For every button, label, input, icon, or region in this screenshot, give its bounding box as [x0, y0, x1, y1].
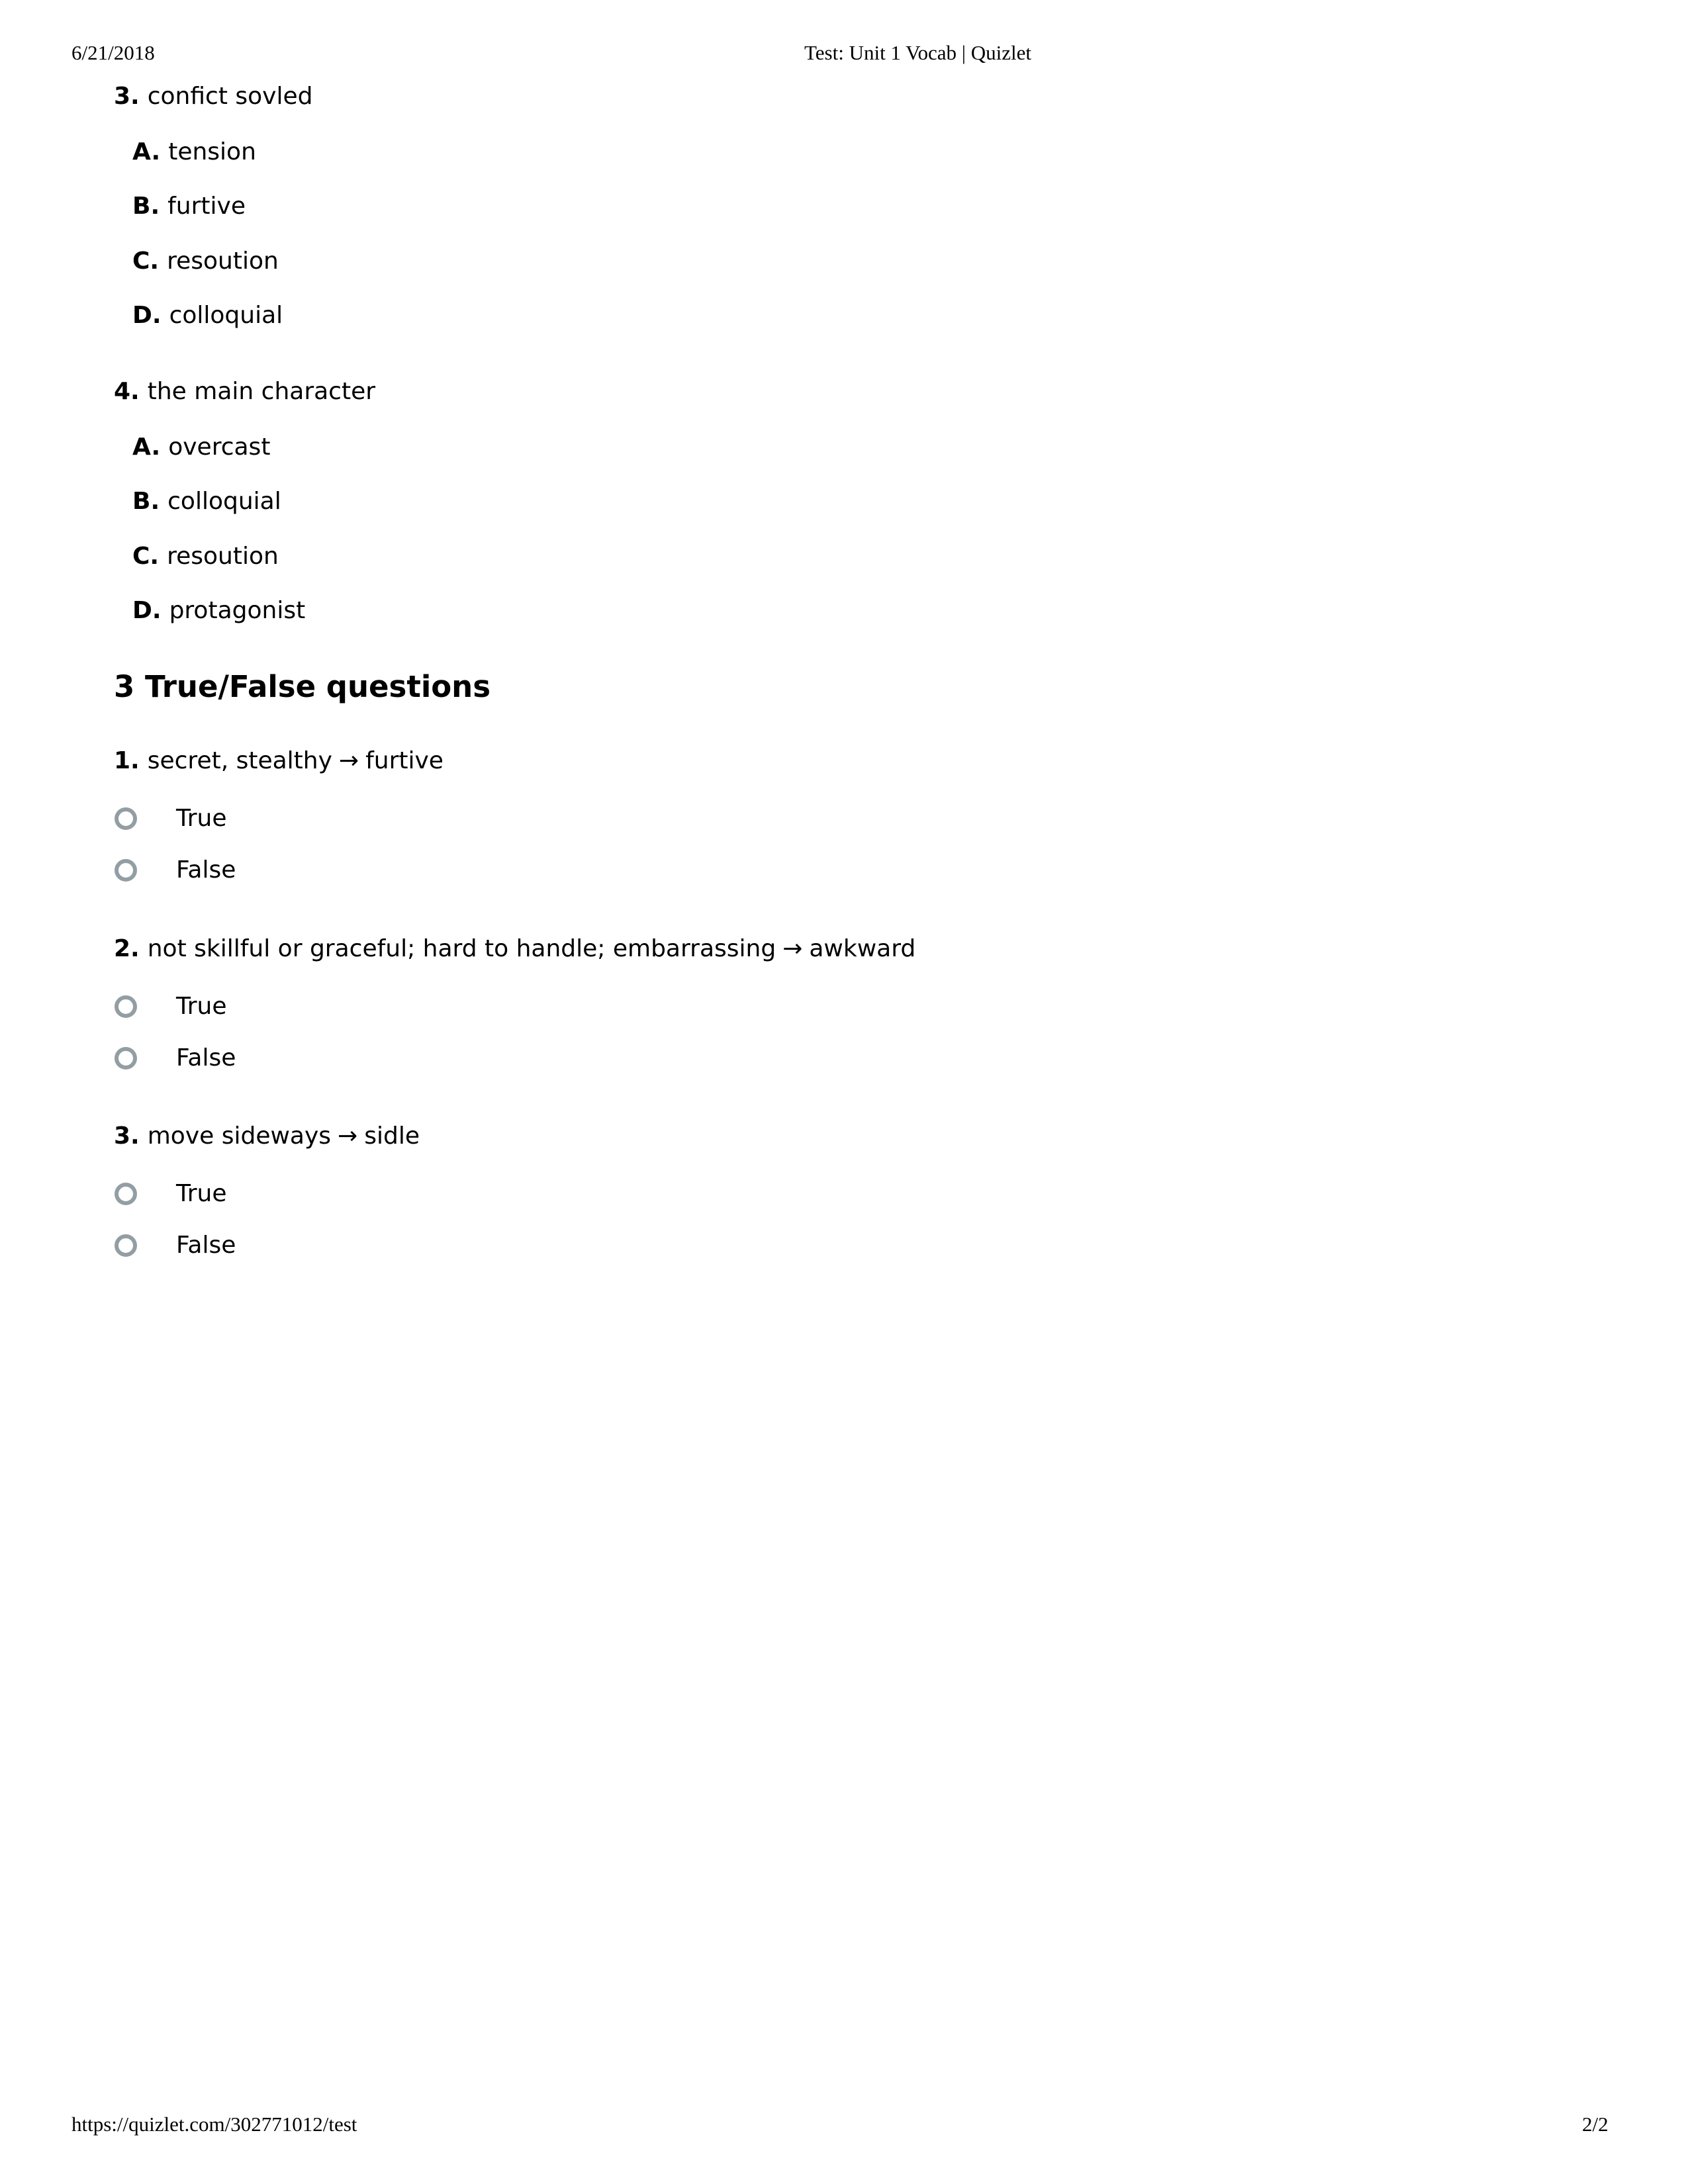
question-definition: secret, stealthy	[147, 747, 332, 774]
radio-label-false: False	[176, 1044, 236, 1071]
radio-false[interactable]	[115, 859, 137, 882]
page-number: 2/2	[1582, 2113, 1609, 2136]
option-letter: B.	[132, 193, 160, 220]
question-number: 2.	[114, 935, 140, 962]
option-text: overcast	[168, 433, 271, 461]
option-text: furtive	[167, 193, 246, 220]
option-letter: D.	[132, 597, 162, 624]
option-letter: A.	[132, 433, 161, 461]
question-prompt: the main character	[147, 378, 376, 405]
question-definition: move sideways	[147, 1122, 332, 1150]
tf-question-3	[114, 1122, 420, 1151]
radio-label-true: True	[176, 805, 227, 832]
radio-label-true: True	[176, 993, 227, 1020]
option-letter: D.	[132, 302, 162, 329]
question-definition: not skillful or graceful; hard to handle; embarrassing	[147, 935, 776, 962]
mc-option[interactable]	[132, 596, 305, 625]
option-letter: A.	[132, 138, 161, 165]
mc-option[interactable]	[132, 138, 256, 167]
mc-option[interactable]	[132, 301, 283, 330]
option-letter: C.	[132, 248, 160, 275]
print-url: https://quizlet.com/302771012/test	[71, 2113, 357, 2136]
radio-false[interactable]	[115, 1234, 137, 1257]
option-text: colloquial	[169, 302, 283, 329]
option-text: protagonist	[169, 597, 306, 624]
question-prompt: confict sovled	[147, 83, 313, 110]
mc-option[interactable]	[132, 487, 281, 516]
tf-question-2	[114, 934, 915, 964]
option-text: resoution	[167, 248, 279, 275]
arrow-icon: →	[782, 935, 803, 962]
mc-question-4	[114, 377, 375, 406]
radio-label-true: True	[176, 1180, 227, 1207]
print-date: 6/21/2018	[71, 41, 155, 64]
mc-question-3	[114, 82, 312, 111]
tf-question-1	[114, 747, 444, 776]
radio-false[interactable]	[115, 1047, 137, 1069]
question-term: furtive	[365, 747, 444, 774]
print-title: Test: Unit 1 Vocab | Quizlet	[804, 41, 1031, 64]
question-number: 3.	[114, 1122, 140, 1150]
mc-option[interactable]	[132, 247, 279, 276]
arrow-icon: →	[338, 747, 359, 774]
arrow-icon: →	[338, 1122, 358, 1150]
radio-label-false: False	[176, 1232, 236, 1259]
question-number: 3.	[114, 83, 140, 110]
option-letter: B.	[132, 488, 160, 515]
option-text: tension	[168, 138, 256, 165]
option-text: colloquial	[167, 488, 281, 515]
radio-label-false: False	[176, 856, 236, 884]
mc-option[interactable]	[132, 542, 279, 571]
option-text: resoution	[167, 543, 279, 570]
radio-true[interactable]	[115, 995, 137, 1018]
radio-true[interactable]	[115, 807, 137, 830]
option-letter: C.	[132, 543, 160, 570]
question-number: 1.	[114, 747, 140, 774]
radio-true[interactable]	[115, 1183, 137, 1205]
mc-option[interactable]	[132, 192, 246, 221]
section-title: 3 True/False questions	[114, 669, 491, 704]
question-term: awkward	[809, 935, 916, 962]
mc-option[interactable]	[132, 433, 270, 462]
question-term: sidle	[364, 1122, 420, 1150]
question-number: 4.	[114, 378, 140, 405]
